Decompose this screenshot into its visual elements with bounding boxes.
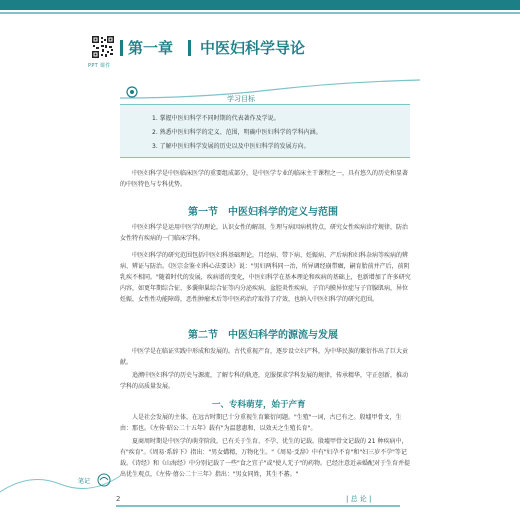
chapter-title: 中医妇科学导论	[200, 39, 306, 57]
learning-goals-title: 学习目标	[227, 95, 255, 103]
page-number: 2	[116, 495, 121, 503]
learning-goal-item: 3. 了解中医妇科学发展的历史以及中医妇科学的发展方向。	[152, 143, 310, 150]
section-1-paragraph: 中医妇科学是运用中医学的理论，认识女性的解剖、生理与病因病机特点，研究女性疾病诊疗规律，防治女性特有疾病的一门临床学科。	[120, 224, 409, 242]
subsection-title: 一、专科萌芽，始于产育	[212, 400, 306, 410]
chapter-divider	[188, 40, 191, 56]
notes-label: 笔记	[78, 478, 91, 485]
intro-paragraph: 中医妇科学是中医临床医学的重要组成部分，是中医学专业的临床主干课程之一，具有悠久的历史和显著的中医特色与专科优势。	[120, 170, 409, 188]
learning-goal-item: 2. 熟悉中医妇科学的定义、范围，明确中医妇科学的学科内涵。	[152, 129, 322, 136]
footer-line	[116, 505, 400, 507]
section-1-paragraph: 中医妇科学的研究范围包括中医妇科基础理论，月经病、带下病、妊娠病、产后病和妇科杂病等疾病的辨病、辨证与防治。《医宗金鉴·妇科心法要诀》说："男妇两科同一治，所异调经崩带癥，嗣育胎前并产后，前阴乳疾不相同。"随着时代的发展，疾病谱的变化，中医妇科学在基本理论和疾病的基础上，也新增加了许多研究内容，如更年期综合征、多囊卵巢综合征等内分泌疾病，盆腔炎性疾病，子宫内膜异位症与子宫腺肌病，异位妊娠，女性性功能障碍，恶性肿瘤术后等中医药治疗取得了疗效，也纳入中医妇科学的研究范围。	[120, 252, 411, 303]
top-color-bar	[0, 0, 520, 10]
learning-goal-item: 1. 掌握中医妇科学不同时期的代表著作及学说。	[152, 115, 280, 122]
section-2-paragraph: 追溯中医妇科学的历史与源流，了解专科的轨迹，克服探求学科发展的规律，传承精华，守正创新，推动学科的高质量发展。	[120, 372, 409, 390]
subsection-paragraph: 人是社会发展的主体，在远古时期已十分重视生育繁衍问题。"生殖"一词，古已有之。殷墟甲骨文，生由：那也。《左传·昭公二十五年》载有"为温慈惠和，以效天之生殖长育"。	[120, 414, 402, 432]
part-label: | 总 论 |	[346, 495, 372, 503]
qr-code-icon[interactable]	[92, 36, 114, 58]
chapter-label: 第一章	[128, 39, 174, 57]
ppt-courseware-label: PPT 课件	[88, 63, 111, 69]
section-2-title: 第二节 中医妇科学的源流与发展	[188, 330, 338, 341]
chapter-divider	[120, 40, 123, 56]
top-thin-line	[0, 12, 520, 14]
subsection-paragraph: 夏商周时期是中医学的萌芽阶段，已有关于生育、不孕、优生的记载。殷墟甲骨文记载的 21 种疾病中，有"疾育"。《周易·系辞下》指出："男女媾精，万物化生。"《周易·爻辞》中有"妇孕不育"和"妇三岁不孕"等记载。《诗经》和《山海经》中分别记载了一些"食之宜子"或"使人无子"的药物。已经注意近亲婚配对于生育并提出优生观点，《左传·僖公二十三年》指出："男女同姓，其生不蕃。"	[120, 438, 411, 478]
section-1-title: 第一节 中医妇科学的定义与范围	[188, 207, 338, 218]
decorative-swoosh-icon	[120, 76, 440, 100]
section-2-paragraph: 中医学是在临证实践中形成和发展的。古代重视产育，逐步设立妇产科，为中华民族的繁衍作出了巨大贡献。	[120, 348, 409, 366]
side-wave-decoration-icon	[0, 462, 130, 502]
